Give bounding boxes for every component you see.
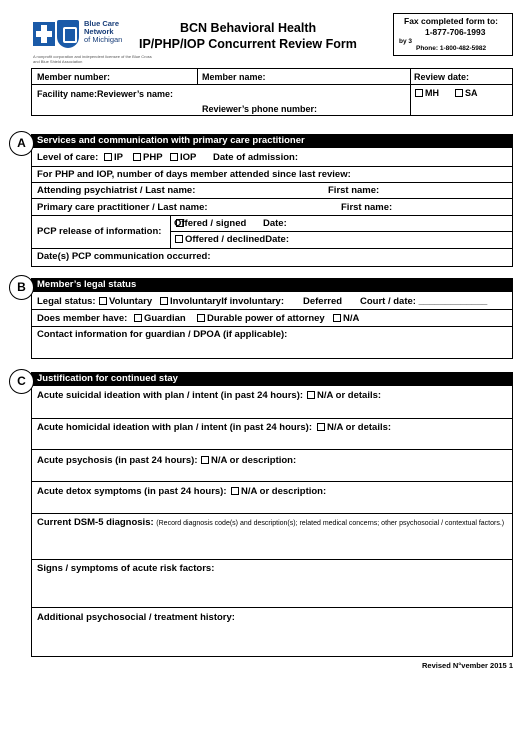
fax-label: Fax completed form to:	[404, 16, 498, 26]
ip-option[interactable]: IP	[104, 152, 123, 163]
row-divider	[31, 418, 513, 419]
homicidal-na-checkbox[interactable]	[317, 423, 325, 431]
involuntary-checkbox[interactable]	[160, 297, 168, 305]
section-b-header: Member’s legal status	[31, 278, 513, 292]
na-option[interactable]: N/A	[333, 313, 359, 324]
row-divider	[31, 309, 513, 310]
row-divider	[31, 166, 513, 167]
pcp-release-divider	[170, 231, 513, 232]
pcp-communication-field[interactable]: Date(s) PCP communication occurred:	[37, 251, 211, 262]
suicidal-na-checkbox[interactable]	[307, 391, 315, 399]
row-divider	[31, 248, 513, 249]
guardian-checkbox[interactable]	[134, 314, 142, 322]
level-of-care-label: Level of care:	[37, 152, 99, 163]
page-subtitle: IP/PHP/IOP Concurrent Review Form	[139, 37, 357, 51]
iop-checkbox[interactable]	[170, 153, 178, 161]
attending-first-name-field[interactable]: First name:	[328, 185, 380, 196]
acute-risk-signs-field[interactable]: Signs / symptoms of acute risk factors:	[37, 563, 215, 574]
detox-label: Acute detox symptoms (in past 24 hours):	[37, 486, 227, 497]
row-divider	[31, 326, 513, 327]
date-of-admission-field[interactable]: Date of admission:	[213, 152, 298, 163]
php-checkbox[interactable]	[133, 153, 141, 161]
brand-note: A nonprofit corporation and independent licensee of the Blue Cross and Blue Shield Association	[33, 54, 152, 64]
psychosis-label: Acute psychosis (in past 24 hours):	[37, 455, 198, 466]
member-table-divider	[31, 84, 513, 85]
psychosis-na-checkbox[interactable]	[201, 456, 209, 464]
member-number-field[interactable]: Member number:	[37, 72, 111, 82]
voluntary-checkbox[interactable]	[99, 297, 107, 305]
offered-signed-option[interactable]: Offered / signed	[174, 218, 247, 229]
facility-reviewer-field[interactable]: Facility name:Reviewer’s name:	[37, 89, 174, 99]
court-date-field[interactable]: Court / date: _____________	[360, 296, 488, 307]
na-checkbox[interactable]	[333, 314, 341, 322]
row-divider	[31, 449, 513, 450]
suicidal-ideation-label: Acute suicidal ideation with plan / intent (in past 24 hours):	[37, 390, 304, 401]
revision-date: Revised N°vember 2015 1	[422, 661, 513, 670]
section-a-header: Services and communication with primary care practitioner	[31, 134, 513, 148]
dsm-diagnosis-field[interactable]: Current DSM-5 diagnosis: (Record diagnosis code(s) and description(s); related medical concerns; other psychosocial / contextual factors.)	[37, 517, 505, 528]
brand-name: Blue Care Network of Michigan	[84, 19, 123, 44]
bcn-logo	[33, 20, 81, 48]
suicidal-na-option[interactable]: N/A or details:	[307, 390, 381, 401]
detox-na-checkbox[interactable]	[231, 487, 239, 495]
phone-number: Phone: 1-800-482-5982	[416, 45, 487, 52]
row-divider	[31, 559, 513, 560]
pcp-release-label: PCP release of information:	[37, 226, 162, 237]
row-divider	[31, 182, 513, 183]
section-a-badge: A	[9, 131, 34, 156]
php-option[interactable]: PHP	[133, 152, 163, 163]
row-divider	[31, 198, 513, 199]
days-attended-field[interactable]: For PHP and IOP, number of days member attended since last review:	[37, 169, 351, 180]
review-date-field[interactable]: Review date:	[414, 72, 470, 82]
detox-na-option[interactable]: N/A or description:	[231, 486, 326, 497]
ip-checkbox[interactable]	[104, 153, 112, 161]
row-divider	[31, 607, 513, 608]
homicidal-ideation-label: Acute homicidal ideation with plan / intent (in past 24 hours):	[37, 422, 312, 433]
page-title: BCN Behavioral Health	[180, 21, 317, 35]
pcp-last-name-field[interactable]: Primary care practitioner / Last name:	[37, 202, 208, 213]
dpoa-checkbox[interactable]	[197, 314, 205, 322]
dpoa-option[interactable]: Durable power of attorney	[197, 313, 325, 324]
row-divider	[31, 481, 513, 482]
involuntary-option[interactable]: InvoluntaryIf involuntary:	[160, 296, 284, 307]
mh-checkbox[interactable]	[415, 89, 423, 97]
fax-by: by 3	[399, 38, 413, 45]
row-divider	[31, 513, 513, 514]
reviewer-phone-field[interactable]: Reviewer’s phone number:	[202, 104, 318, 114]
section-c-header: Justification for continued stay	[31, 372, 513, 386]
psychosocial-history-field[interactable]: Additional psychosocial / treatment history:	[37, 612, 235, 623]
guardian-contact-field[interactable]: Contact information for guardian / DPOA (if applicable):	[37, 329, 288, 340]
blue-cross-icon	[33, 22, 55, 46]
sa-option[interactable]: SA	[455, 88, 478, 98]
member-name-field[interactable]: Member name:	[202, 72, 266, 82]
pcp-first-name-field[interactable]: First name:	[341, 202, 393, 213]
legal-status-label: Legal status:	[37, 296, 96, 307]
member-table-divider	[410, 68, 411, 116]
offered-declined-checkbox[interactable]	[175, 235, 183, 243]
attending-psychiatrist-field[interactable]: Attending psychiatrist / Last name:	[37, 185, 196, 196]
sa-checkbox[interactable]	[455, 89, 463, 97]
section-b-badge: B	[9, 275, 34, 300]
guardian-option[interactable]: Guardian	[134, 313, 186, 324]
row-divider	[31, 215, 513, 216]
iop-option[interactable]: IOP	[170, 152, 196, 163]
mh-option[interactable]: MH	[415, 88, 439, 98]
offered-signed-date-field[interactable]: Date:	[263, 218, 287, 229]
fax-number: 1-877-706-1993	[425, 27, 486, 37]
offered-declined-option[interactable]: Offered / declinedDate:	[175, 234, 289, 245]
member-table-divider	[197, 68, 198, 84]
voluntary-option[interactable]: Voluntary	[99, 296, 152, 307]
deferred-option[interactable]: Deferred	[303, 296, 343, 307]
section-c-badge: C	[9, 369, 34, 394]
homicidal-na-option[interactable]: N/A or details:	[317, 422, 391, 433]
blue-shield-icon	[57, 20, 79, 48]
does-member-have-label: Does member have:	[37, 313, 128, 324]
psychosis-na-option[interactable]: N/A or description:	[201, 455, 296, 466]
